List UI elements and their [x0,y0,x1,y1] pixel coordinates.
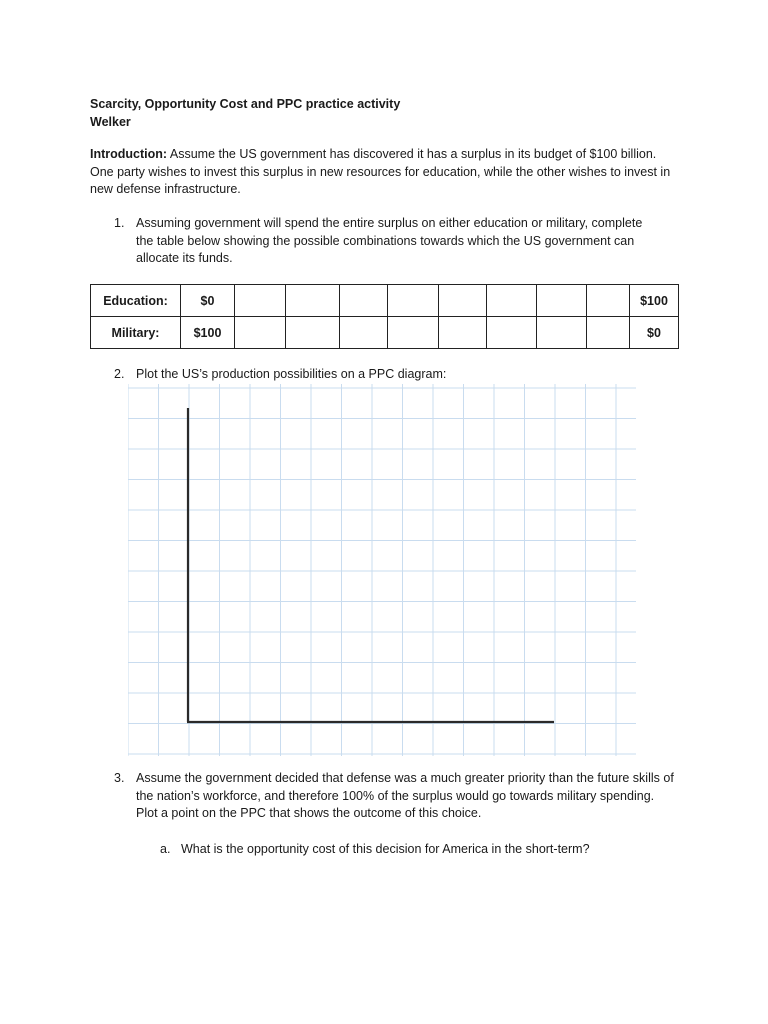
worksheet-title: Scarcity, Opportunity Cost and PPC practice activity [90,97,401,111]
table-cell-blank[interactable] [340,285,388,317]
introduction-text: Assume the US government has discovered it has a surplus in its budget of $100 billion. One party wishes to invest this surplus in new resources for education, while the other wishes to invest in new defense infrastructure. [90,147,671,196]
table-cell-blank[interactable] [286,285,340,317]
table-cell: $0 [630,317,679,349]
allocation-table [90,284,679,349]
row-label-military: Military: [91,317,181,349]
table-cell-blank[interactable] [537,317,587,349]
table-cell: $100 [181,317,235,349]
introduction-label: Introduction: [90,147,168,161]
table-cell-blank[interactable] [487,317,537,349]
question-2-number: 2. [114,367,125,381]
table-cell: $0 [181,285,235,317]
table-cell-blank[interactable] [388,285,439,317]
question-3-text: Assume the government decided that defense was a much greater priority than the future skills of the nation’s workforce, and therefore 100% of the surplus would go towards military spending. Plot a point on the PPC that shows the outcome of this choice. [136,771,674,820]
table-cell-blank[interactable] [587,285,630,317]
table-row-military [91,317,679,349]
row-label-education: Education: [91,285,181,317]
table-cell-blank[interactable] [235,317,286,349]
question-1-text: Assuming government will spend the entire surplus on either education or military, complete the table below showing the possible combinations towards which the US government can allocate its funds. [136,216,643,265]
question-3-number: 3. [114,771,125,785]
table-cell-blank[interactable] [388,317,439,349]
grid-lines [128,384,636,756]
table-cell-blank[interactable] [587,317,630,349]
introduction-paragraph [90,146,680,199]
table-row-education [91,285,679,317]
table-cell-blank[interactable] [487,285,537,317]
question-1-number: 1. [114,216,125,230]
question-3 [114,770,674,824]
table-cell-blank[interactable] [286,317,340,349]
question-3a-text: What is the opportunity cost of this decision for America in the short-term? [181,842,590,856]
question-1 [114,215,654,269]
question-3a-letter: a. [160,842,171,856]
table-cell-blank[interactable] [235,285,286,317]
table-cell: $100 [630,285,679,317]
table-cell-blank[interactable] [340,317,388,349]
question-2-text: Plot the US’s production possibilities on a PPC diagram: [136,367,447,381]
table-cell-blank[interactable] [439,285,487,317]
question-3a [160,841,680,861]
author-name: Welker [90,115,131,129]
title-block [90,95,400,131]
ppc-graph-paper[interactable] [128,384,636,756]
question-2 [114,366,654,386]
table-cell-blank[interactable] [439,317,487,349]
table-cell-blank[interactable] [537,285,587,317]
